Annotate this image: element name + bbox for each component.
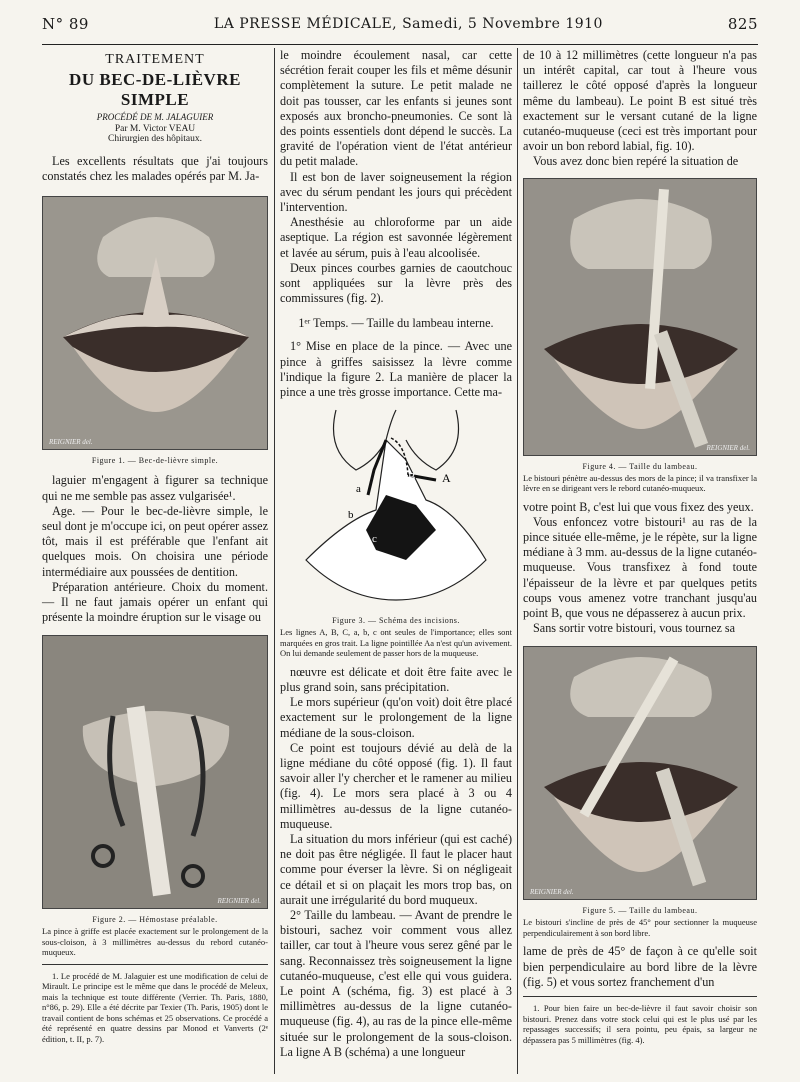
schema-label-B: B [408,471,416,484]
footnote: 1. Le procédé de M. Jalaguier est une modification de celui de Mirault. Le principe est le même que dans le procédé de Meleux, mais la technique est toute différente (Verrier. Th. Paris, 1880, n°86, p. 29). Elle a été décrite par Texier (Th. Paris, 1905) dont le travail contient de bons schémas et 25 observations. Ce procédé a été représenté en quatre dessins par Monod et Vanverts (2ᵉ édition, t. II, p. 7). [42,970,268,1044]
footnotes [523,996,757,1045]
paragraph: Ce point est toujours dévié au delà de la ligne médiane du côté opposé (fig. 1). Il faut savoir aller l'y chercher et le ramener au milieu (fig. 4). Le mors sera placé à 3 ou 4 millimètres au-dessus de la ligne cutanéo-muqueuse. [280,740,512,831]
column-1 [42,48,268,1044]
schema-label-A: A [442,471,451,486]
column-3 [523,48,757,1045]
artist-signature: REIGNIER del. [530,888,574,897]
author: Par M. Victor VEAU [114,124,196,134]
column-2 [280,48,512,1060]
schema-label-a: a [356,483,361,496]
paragraph: Préparation antérieure. Choix du moment. — Il ne faut jamais opérer un enfant qui présente la moindre éruption sur le visage ou [42,579,268,625]
paragraph: Le mors supérieur (qu'on voit) doit être placé exactement sur le prolongement de la ligne médiane de la sous-cloison. [280,695,512,740]
article-subtitle: PROCÉDÉ DE M. JALAGUIER [96,112,214,122]
schema-label-c: c [372,533,377,546]
page-number: 825 [727,15,758,33]
column-rule [517,48,518,1074]
paragraph: Deux pinces courbes garnies de caoutchouc sont appliquées sur la lèvre près des commissures (fig. 2). [280,260,512,306]
figure-4-illustration [523,178,757,456]
footnotes [42,964,268,1045]
figure-1-caption: Figure 1. — Bec-de-lièvre simple. [91,456,219,466]
figure-3-description: Les lignes A, B, C, a, b, c ont seules de l'importance; elles sont marquées en gros trait. La ligne pointillée Aa n'est qu'un avivement. On lui demande seulement de passer hors de la muqueuse. [280,627,512,659]
journal-title: LA PRESSE MÉDICALE, Samedi, 5 Novembre 1910 [213,16,603,32]
column-rule [274,48,275,1074]
paragraph: 1° Mise en place de la pince. — Avec une pince à griffes saisissez la lèvre comme l'indique la figure 2. La manière de placer la pince a une très grosse importance. Cette ma- [280,339,512,400]
article-kicker: TRAITEMENT [105,52,205,67]
figure-1-illustration [42,196,268,450]
figure-5-description: Le bistouri s'incline de près de 45° pour sectionner la muqueuse perpendiculairement à son bord libre. [523,917,757,938]
paragraph: votre point B, c'est lui que vous fixez des yeux. [523,499,754,514]
paragraph: Vous enfoncez votre bistouri¹ au ras de la pince située elle-même, je le répète, sur la ligne médiane à 3 mm. au-dessus de la ligne cutanéo-muqueuse. Vous transfixez à fond toute l'épaisseur de la lèvre et par quelques petits coups vous amenez votre tranchant jusqu'au point B, que vous ne dépasserez à aucun prix. [523,514,757,621]
footnote: 1. Pour bien faire un bec-de-lièvre il faut savoir choisir son bistouri. Prenez dans votre stock celui qui est le plus usé par les repassages successifs; il sera pointu, peu épais, sa largeur ne dépassera pas 5 millimètres (fig. 4). [523,1003,757,1045]
figure-3-caption: Figure 3. — Schéma des incisions. [332,616,460,626]
section-heading: 1ᵉʳ Temps. — Taille du lambeau interne. [298,316,494,331]
figure-3-schema [296,400,496,610]
paragraph: Anesthésie au chloroforme par un aide aseptique. La région est savonnée légèrement et lavée au sérum, puis à l'eau alcoolisée. [280,215,512,260]
article-title: DU BEC-DE-LIÈVRE SIMPLE [69,70,241,109]
figure-4-caption: Figure 4. — Taille du lambeau. [582,461,698,471]
paragraph: le moindre écoulement nasal, car cette sécrétion ferait couper les fils et même désunir complètement la suture. Le petit malade ne doit pas tousser, car les enfants si jeunes sont exposés aux broncho-pneumonies. Ce sont là des points essentiels dont dépend le succès. La gravité de l'opération vient de l'état antérieur du petit malade. [280,48,512,169]
paragraph: Sans sortir votre bistouri, vous tournez sa [533,621,736,636]
artist-signature: REIGNIER del. [49,438,93,447]
figure-4-description: Le bistouri pénètre au-dessus des mors de la pince; il va transfixer la lèvre en se dirigeant vers le rebord cutanéo-muqueux. [523,472,757,494]
artist-signature: REIGNIER del. [706,443,750,452]
paragraph: Les excellents résultats que j'ai toujours constatés chez les malades opérés par M. Ja- [42,154,268,184]
schema-label-C: C [414,493,422,506]
paragraph: Age. — Pour le bec-de-lièvre simple, le seul dont je m'occupe ici, on peut opérer assez tôt, mais il est préférable que l'enfant ait quelques mois. On choisira une période intermédiaire aux poussées de dentition. [42,503,268,579]
figure-2-caption: Figure 2. — Hémostase préalable. [92,915,218,925]
figure-5-caption: Figure 5. — Taille du lambeau. [582,906,698,916]
schema-label-b: b [348,509,354,522]
paragraph: Vous avez donc bien repéré la situation de [533,154,739,169]
page-header [42,4,758,45]
artist-signature: REIGNIER del. [217,897,261,906]
issue-number: N° 89 [42,15,89,33]
figure-2-description: La pince à griffe est placée exactement sur le prolongement de la sous-cloison, à 3 millimètres au-dessus du rebord cutanéo-muqueux. [42,926,268,958]
author-role: Chirurgien des hôpitaux. [107,134,203,144]
paragraph: de 10 à 12 millimètres (cette longueur n'a pas un intérêt capital, car tout à l'heure vous taillerez le côté opposé d'après la longueur même du lambeau). Le point B est situé très exactement sur le versant cutané de la ligne cutanéo-muqueuse (ceci est très important pour avoir un bon rebord labial, fig. 10). [523,48,757,154]
paragraph: 2° Taille du lambeau. — Avant de prendre le bistouri, sachez voir comment vous allez tailler, car tout à l'heure vous serez gêné par le sang. Reconnaissez très soigneusement la ligne cutanéo-muqueuse, c'est elle qui vous guidera. Le point A (schéma, fig. 3) est placé à 3 millimètres au-dessus de la ligne cutanéo-muqueuse (fig. 4), au ras de la pince elle-même située sur le prolongement de la sous-cloison. La ligne A B (schéma) a une longueur [280,908,512,1059]
paragraph: lame de près de 45° de façon à ce qu'elle soit bien perpendiculaire au bord libre de la lèvre (fig. 5) et vous sortez franchement d'un [523,944,757,989]
paragraph: Il est bon de laver soigneusement la région avec du sérum pendant les jours qui précèdent l'intervention. [280,169,512,215]
paragraph: laguier m'engagent à figurer sa technique qui ne me semble pas assez vulgarisée¹. [42,473,268,503]
figure-5-illustration [523,646,757,900]
paragraph: nœuvre est délicate et doit être faite avec le plus grand soin, sans précipitation. [280,664,512,694]
paragraph: La situation du mors inférieur (qui est caché) ne doit pas être négligée. Il faut le placer haut comme pour éverser la lèvre. Si on négligeait ce détail et si on plaçait les mors trop bas, on aurait une irrégularité du bord muqueux. [280,832,512,907]
figure-2-illustration [42,635,268,909]
